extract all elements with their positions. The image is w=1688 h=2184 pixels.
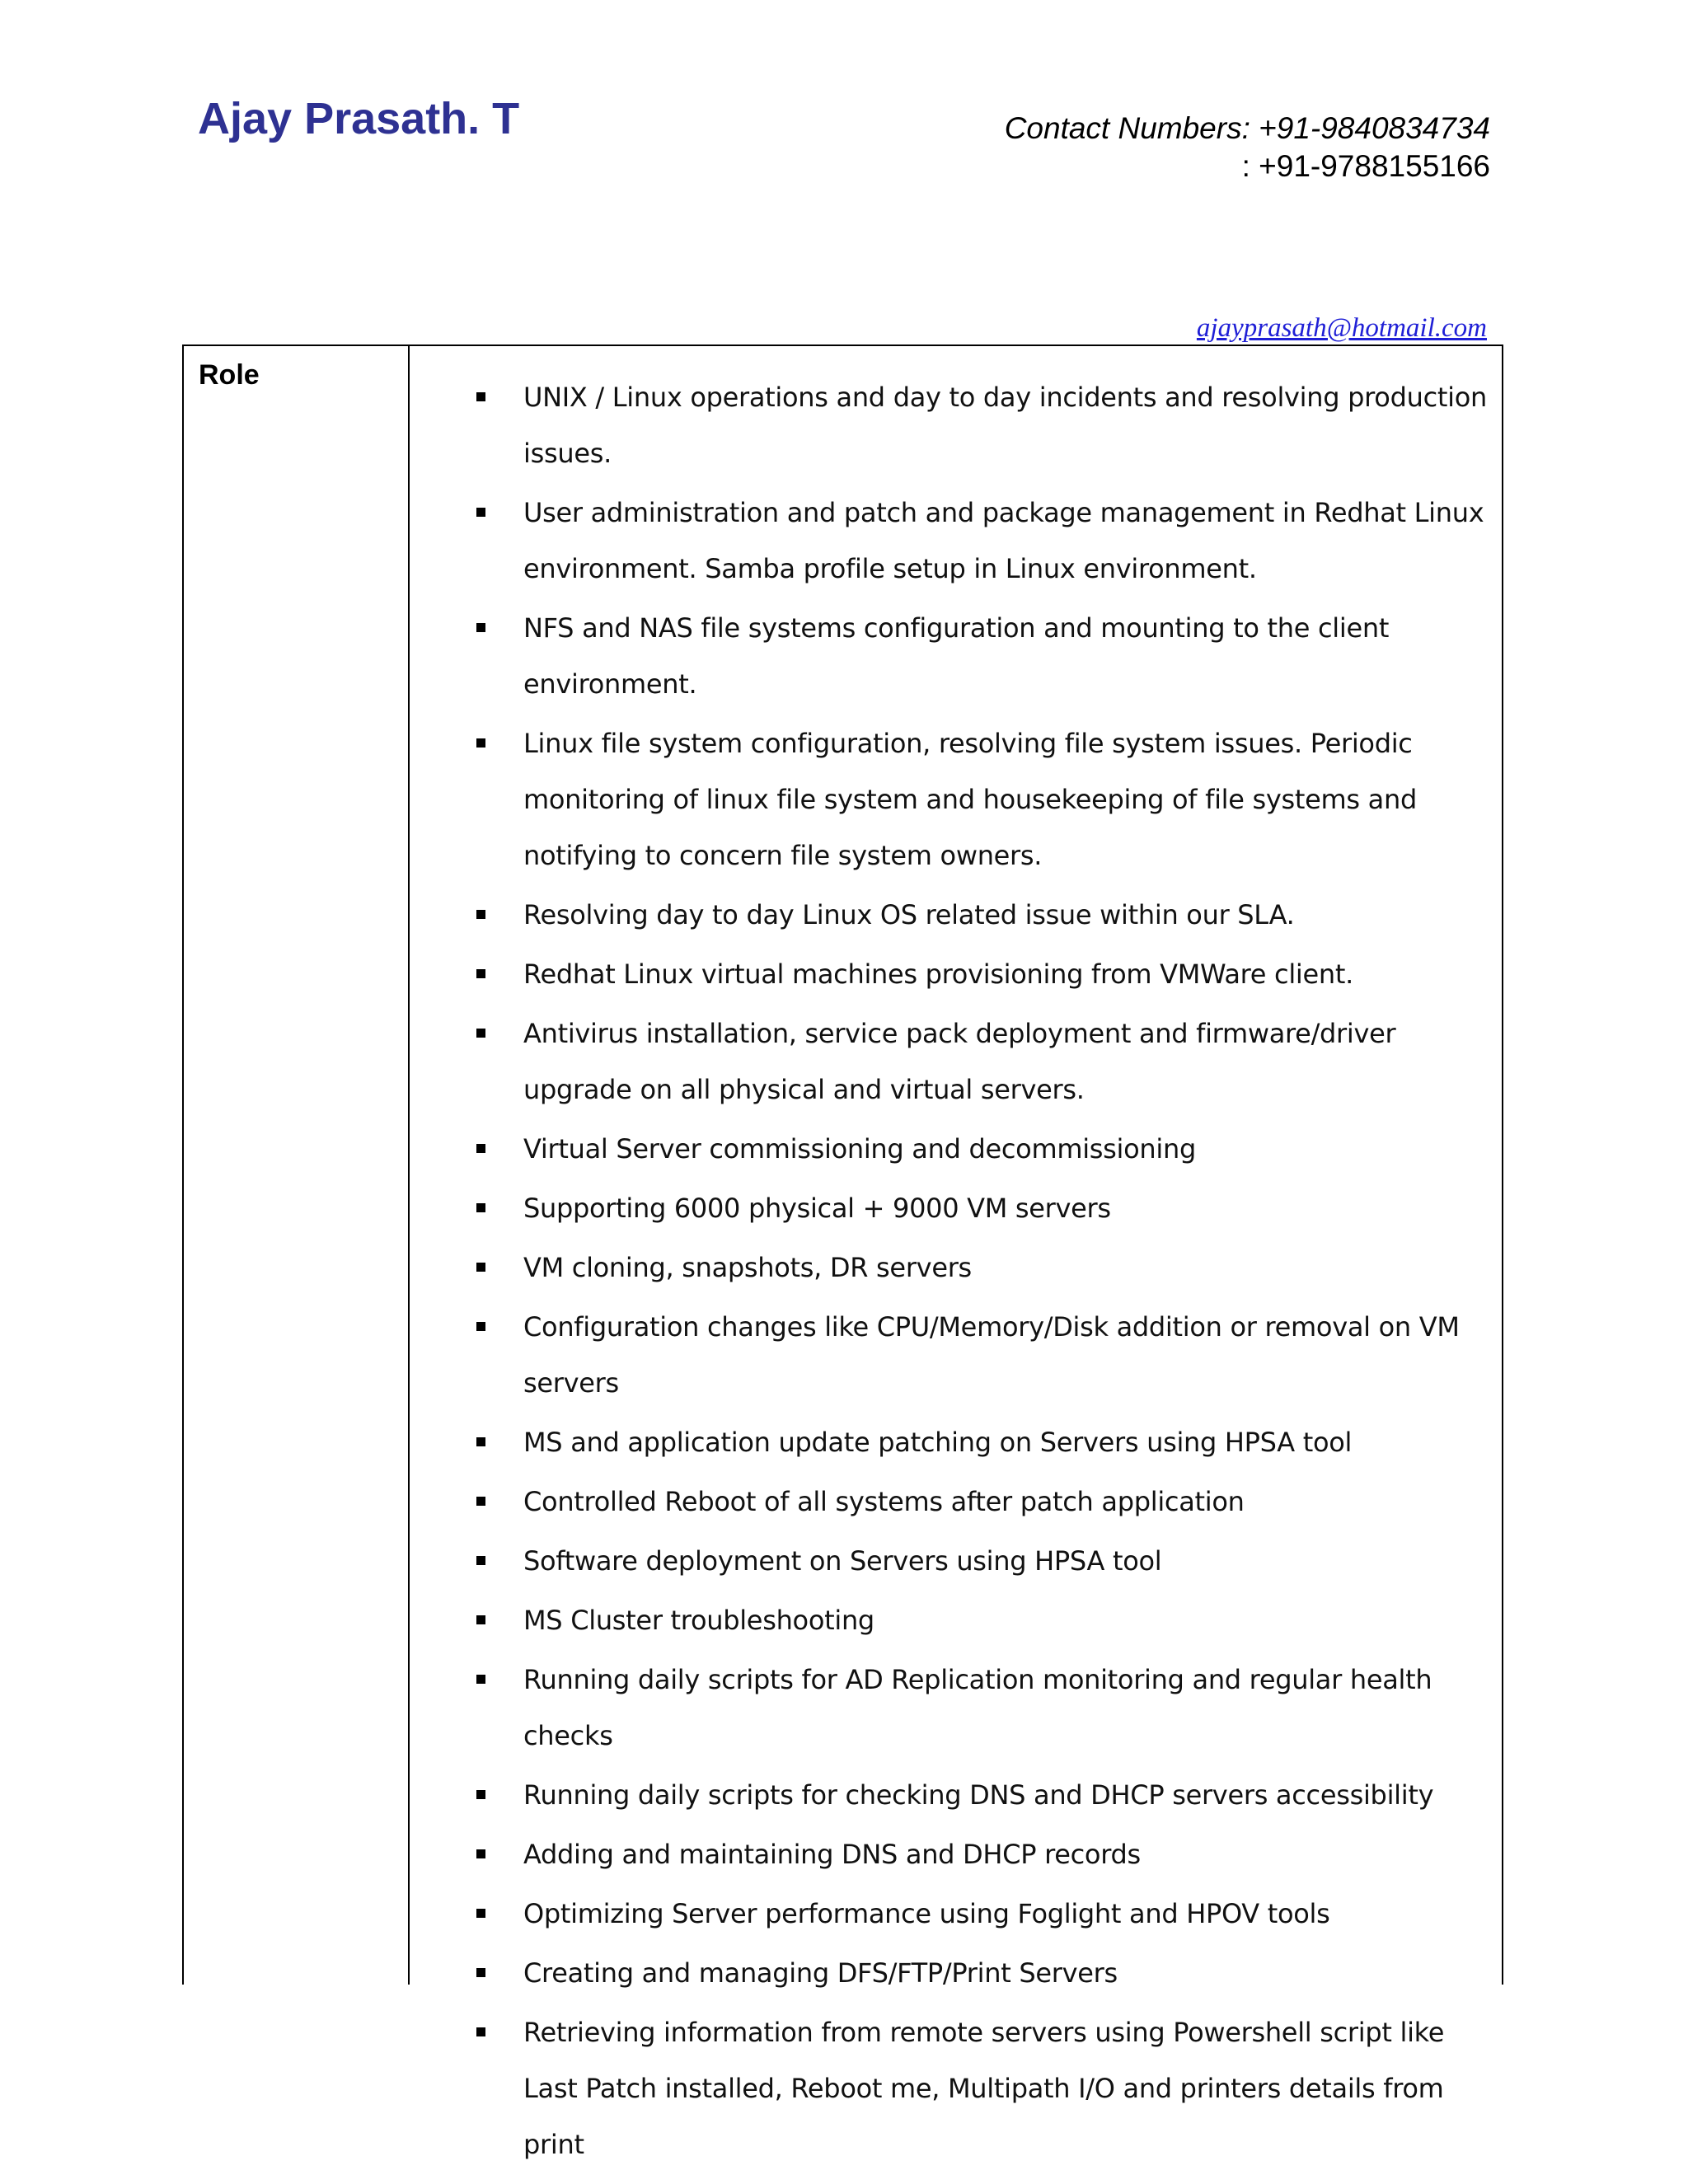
duty-item	[463, 1826, 1502, 1882]
duty-item	[463, 946, 1502, 1002]
duty-item	[463, 1180, 1502, 1236]
duty-text: Retrieving information from remote servers using Powershell script like Last Patch installed, Reboot me, Multipath I/O and printers details from print	[523, 2017, 1445, 2160]
duty-text: MS Cluster troubleshooting	[523, 1605, 874, 1636]
duty-text: Running daily scripts for checking DNS and DHCP servers accessibility	[523, 1779, 1434, 1811]
square-bullet-icon	[476, 1322, 485, 1331]
duty-item	[463, 1652, 1502, 1764]
duty-text: Antivirus installation, service pack deployment and firmware/driver upgrade on all physical and virtual servers.	[523, 1018, 1396, 1105]
duty-item	[463, 1474, 1502, 1530]
candidate-name: Ajay Prasath. T	[198, 94, 520, 143]
square-bullet-icon	[476, 1790, 485, 1799]
duty-text: Linux file system configuration, resolving file system issues. Periodic monitoring of linux file system and housekeeping of file systems and notifying to concern file system owners.	[523, 728, 1417, 871]
duty-item	[463, 1592, 1502, 1648]
table-column-divider	[408, 344, 410, 1985]
duty-item	[463, 1299, 1502, 1411]
square-bullet-icon	[476, 738, 485, 748]
duty-text: User administration and patch and package management in Redhat Linux environment. Samba profile setup in Linux environment.	[523, 497, 1484, 584]
duty-item	[463, 1414, 1502, 1470]
square-bullet-icon	[476, 910, 485, 919]
email-link[interactable]: ajayprasath@hotmail.com	[1196, 313, 1487, 343]
square-bullet-icon	[476, 1615, 485, 1624]
square-bullet-icon	[476, 1909, 485, 1918]
contact-numbers-secondary: : +91-9788155166	[1241, 149, 1490, 183]
duty-text: VM cloning, snapshots, DR servers	[523, 1252, 972, 1283]
role-label: Role	[199, 359, 260, 391]
duty-item	[463, 369, 1502, 481]
duty-text: NFS and NAS file systems configuration and mounting to the client environment.	[523, 612, 1390, 700]
duty-text: Software deployment on Servers using HPSA tool	[523, 1545, 1162, 1577]
square-bullet-icon	[476, 1556, 485, 1565]
square-bullet-icon	[476, 1849, 485, 1858]
duty-item	[463, 887, 1502, 943]
contact-numbers-primary: Contact Numbers: +91-9840834734	[1004, 111, 1490, 145]
duty-item	[463, 1533, 1502, 1589]
duty-item	[463, 1005, 1502, 1118]
duty-text: UNIX / Linux operations and day to day incidents and resolving production issues.	[523, 382, 1487, 469]
duty-item	[463, 715, 1502, 883]
contact-block	[1005, 110, 1490, 185]
duty-text: Redhat Linux virtual machines provisioning from VMWare client.	[523, 958, 1354, 990]
square-bullet-icon	[476, 392, 485, 401]
duty-text: Creating and managing DFS/FTP/Print Servers	[523, 1957, 1118, 1989]
square-bullet-icon	[476, 969, 485, 978]
square-bullet-icon	[476, 1029, 485, 1038]
duty-text: Supporting 6000 physical + 9000 VM servers	[523, 1193, 1111, 1224]
duty-item	[463, 600, 1502, 712]
duty-text: Adding and maintaining DNS and DHCP records	[523, 1839, 1141, 1870]
square-bullet-icon	[476, 1497, 485, 1506]
square-bullet-icon	[476, 1968, 485, 1977]
duty-text: Running daily scripts for AD Replication monitoring and regular health checks	[523, 1664, 1432, 1751]
duty-text: Controlled Reboot of all systems after patch application	[523, 1486, 1245, 1517]
square-bullet-icon	[476, 1203, 485, 1212]
duty-item	[463, 1767, 1502, 1823]
duty-text: Configuration changes like CPU/Memory/Disk addition or removal on VM servers	[523, 1311, 1460, 1399]
duty-item	[463, 1945, 1502, 2001]
duties-list	[463, 369, 1502, 2176]
square-bullet-icon	[476, 1263, 485, 1272]
duty-item	[463, 1240, 1502, 1296]
duty-text: Resolving day to day Linux OS related issue within our SLA.	[523, 899, 1295, 930]
duty-text: MS and application update patching on Servers using HPSA tool	[523, 1427, 1353, 1458]
square-bullet-icon	[476, 623, 485, 632]
duty-text: Virtual Server commissioning and decommissioning	[523, 1133, 1196, 1165]
square-bullet-icon	[476, 1437, 485, 1446]
square-bullet-icon	[476, 508, 485, 517]
duty-text: Optimizing Server performance using Foglight and HPOV tools	[523, 1898, 1330, 1929]
duty-item	[463, 1121, 1502, 1177]
square-bullet-icon	[476, 1144, 485, 1153]
duty-item	[463, 1886, 1502, 1942]
duty-item	[463, 2004, 1502, 2172]
square-bullet-icon	[476, 1675, 485, 1684]
duty-item	[463, 485, 1502, 597]
square-bullet-icon	[476, 2027, 485, 2036]
